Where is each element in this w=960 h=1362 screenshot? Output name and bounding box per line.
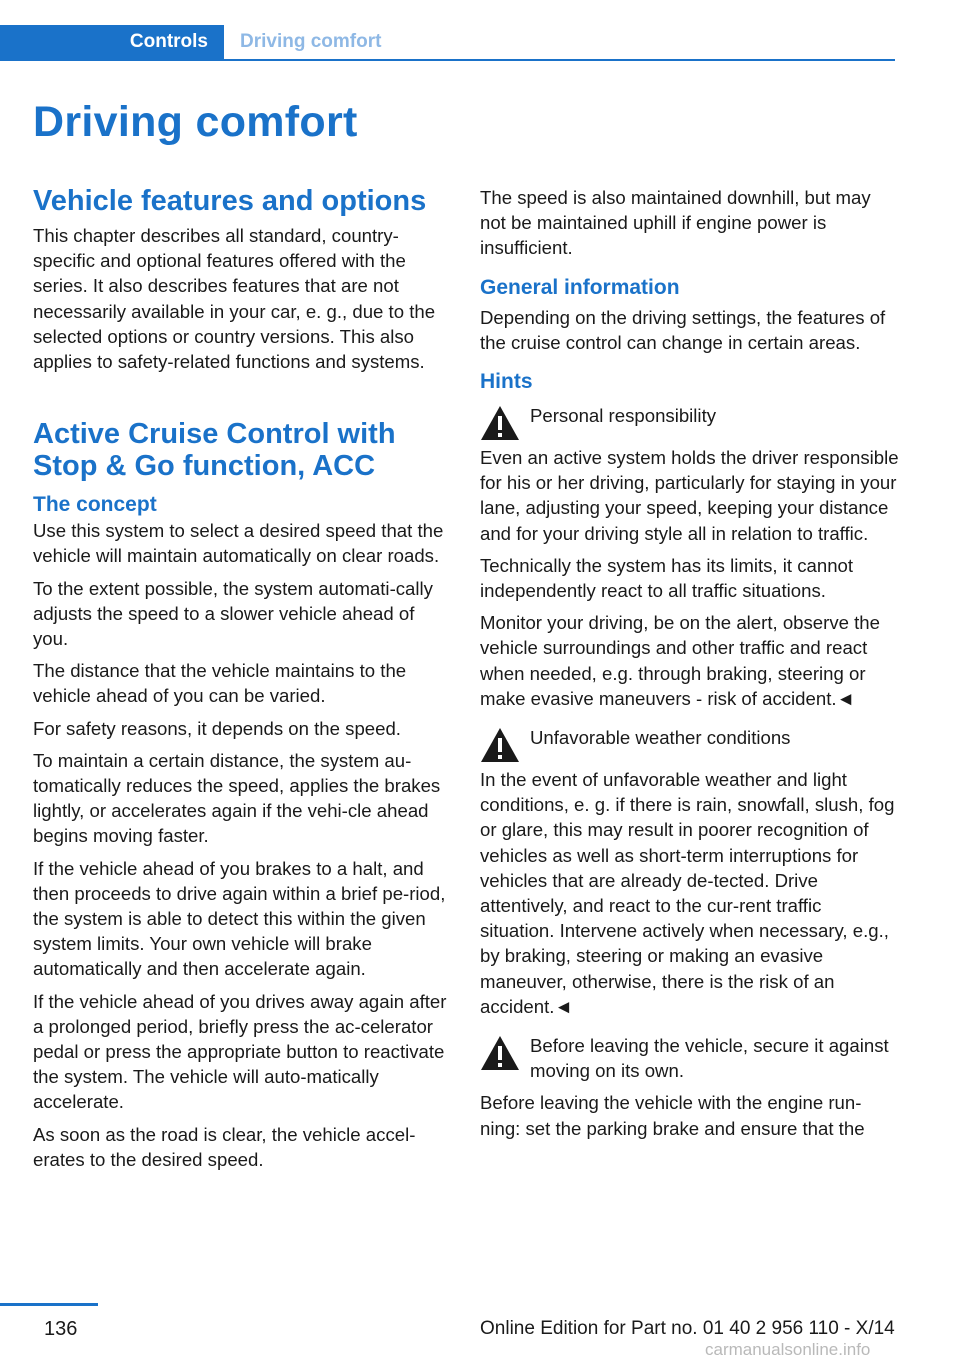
concept-paragraph: If the vehicle ahead of you drives away again after a prolonged period, briefly press the ac-celerator pedal or press the appropriate button to reactivate the system. The vehicle will auto-matically accelerate. [33, 990, 447, 1113]
edition-note: Online Edition for Part no. 01 40 2 956 110 - X/14 [480, 1318, 895, 1339]
warning-triangle-icon [480, 727, 520, 763]
warning-title: Unfavorable weather conditions [530, 727, 791, 749]
warning-unfavorable-weather [480, 725, 900, 769]
warning-title: Before leaving the vehicle, secure it against moving on its own. [530, 1035, 889, 1082]
warning-text: Monitor your driving, be on the alert, observe the vehicle surroundings and other traffic and react when needed, e.g. through braking, steering or make evasive maneuvers - risk of accident.◄ [480, 612, 880, 709]
page-title: Driving comfort [33, 98, 358, 146]
chapter-tab-driving-comfort: Driving comfort [240, 31, 382, 52]
warning-title: Personal responsibility [530, 405, 717, 427]
footer-rule [0, 1303, 98, 1306]
page-header [0, 25, 895, 61]
heading-vehicle-features: Vehicle features and options [33, 185, 427, 217]
section-tab-label: Controls [129, 31, 208, 52]
warning-triangle-icon [480, 1035, 520, 1071]
heading-acc: Active Cruise Control with Stop & Go function, ACC [33, 418, 396, 483]
header-rule [224, 59, 895, 61]
concept-paragraph: For safety reasons, it depends on the speed. [33, 717, 401, 739]
warning-text: Technically the system has its limits, it cannot independently react to all traffic situations. [480, 554, 854, 602]
warning-secure-vehicle [480, 1033, 900, 1083]
heading-concept: The concept [33, 493, 157, 517]
concept-paragraph: To the extent possible, the system automati-cally adjusts the speed to a slower vehicle ahead of you. [33, 577, 433, 650]
intro-paragraph: The speed is also maintained downhill, but may not be maintained uphill if engine power is insufficient. [480, 187, 871, 259]
vehicle-features-paragraph: This chapter describes all standard, country-specific and optional features offered with the series. It also describes features that are not necessarily available in your car, e. g., due to the selected options or country versions. This also applies to safety-related functions and systems. [33, 225, 436, 373]
concept-paragraph: Use this system to select a desired speed that the vehicle will maintain automatically on clear roads. [33, 520, 444, 567]
heading-hints: Hints [480, 370, 533, 394]
right-column [480, 185, 900, 1148]
heading-general-information: General information [480, 275, 680, 299]
concept-paragraph: If the vehicle ahead of you brakes to a halt, and then proceeds to drive again within a brief pe-riod, the system is able to detect this within the given system limits. Your own vehicle will brake automatically and then accelerate again. [33, 857, 446, 980]
warning-triangle-icon [480, 405, 520, 441]
concept-paragraph: The distance that the vehicle maintains to the vehicle ahead of you can be varied. [33, 660, 407, 707]
warning-text: In the event of unfavorable weather and light conditions, e. g. if there is rain, snowfall, slush, fog or glare, this may result in poorer recognition of vehicles as well as short-term interruptions for vehicles that are already de-tected. Drive attentively, and react to the cur-rent traffic situation. Intervene actively when necessary, e.g., by braking, steering or making an evasive maneuver, otherwise, there is the risk of an accident.◄ [480, 769, 895, 1017]
concept-paragraph: As soon as the road is clear, the vehicle accel-erates to the desired speed. [33, 1123, 416, 1170]
general-information-paragraph: Depending on the driving settings, the features of the cruise control can change in certain areas. [480, 306, 886, 353]
concept-paragraph: To maintain a certain distance, the system au-tomatically reduces the speed, applies the brakes lightly, or accelerates again if the vehi-cle ahead begins moving faster. [33, 749, 441, 847]
warning-personal-responsibility [480, 403, 900, 447]
page-number: 136 [44, 1318, 78, 1340]
section-tab-controls [0, 25, 224, 61]
warning-text: Even an active system holds the driver responsible for his or her driving, particularly for staying in your lane, adjusting your speed, keeping your distance and for your driving style all in relation to traffic. [480, 447, 899, 544]
warning-text: Before leaving the vehicle with the engine run-ning: set the parking brake and ensure that the [480, 1092, 865, 1139]
watermark: carmanualsonline.info [705, 1340, 871, 1359]
left-column [33, 185, 451, 1179]
